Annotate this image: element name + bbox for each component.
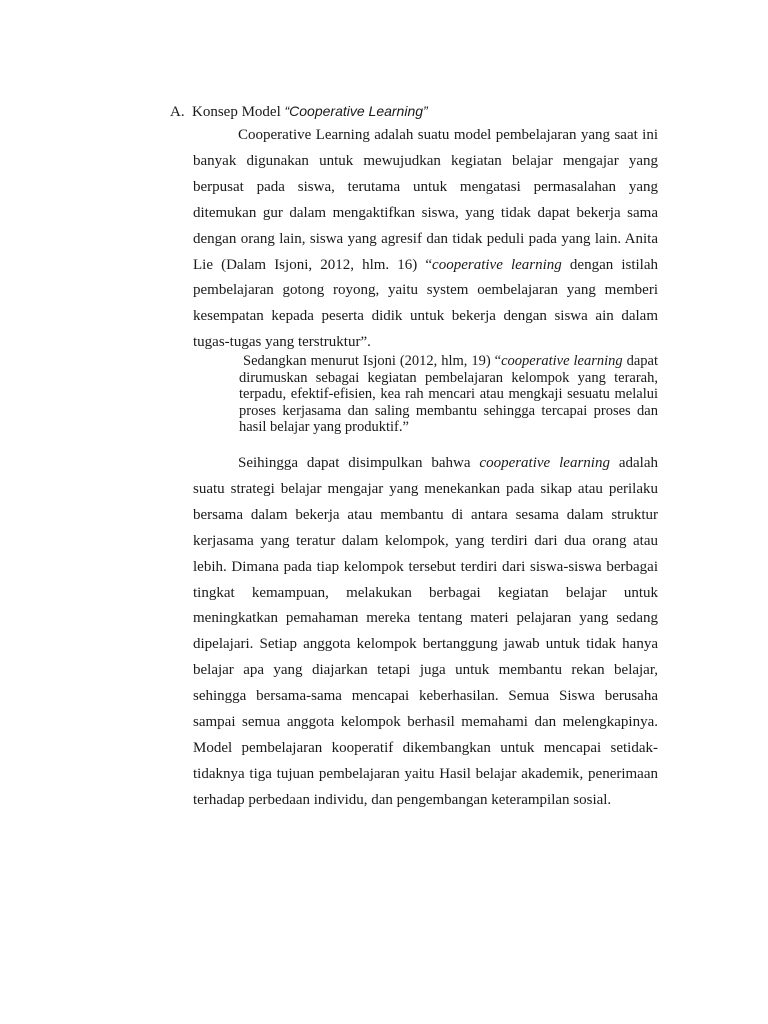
paragraph2-text-b: adalah suatu strategi belajar mengajar yang menekankan pada sikap atau perilaku bersama dalam bekerja atau membantu di antara sesama dalam struktur kerjasama yang teratur dalam kelompok, yang terdiri dari dua orang atau lebih. Dimana pada tiap kelompok tersebut terdiri dari siswa-siswa berbagai tingkat kemampuan, melakukan berbagai kegiatan belajar untuk meningkatkan pemahaman mereka tentang materi pelajaran yang sedang dipelajari. Setiap anggota kelompok bertanggung jawab untuk tidak hanya belajar apa yang diajarkan tetapi juga untuk membantu rekan belajar, sehingga bersama-sama mencapai keberhasilan. Semua Siswa berusaha sampai semua anggota kelompok berhasil memahami dan melengkapinya. Model pembelajaran kooperatif dikembangkan untuk mencapai setidak-tidaknya tiga tujuan pembelajaran yaitu Hasil belajar akademik, penerimaan terhadap perbedaan individu, dan pengembangan keterampilan sosial. <box>193 455 658 808</box>
section-title-italic: “Cooperative Learning” <box>284 103 428 119</box>
paragraph-cooperative-learning-definition <box>193 123 658 356</box>
paragraph2-italic-term: cooperative learning <box>479 455 610 471</box>
paragraph-conclusion <box>193 451 658 814</box>
paragraph2-text-a: Seihingga dapat disimpulkan bahwa <box>238 455 480 471</box>
paragraph1-italic-term: cooperative learning <box>432 256 562 273</box>
paragraph1-text-b: dengan istilah pembelajaran gotong royong, yaitu system oembelajaran yang memberi kesempatan kepada peserta didik untuk bekerja dengan siswa ain dalam tugas-tugas yang terstruktur”. <box>193 256 658 351</box>
paragraph1-text-a: Cooperative Learning adalah suatu model pembelajaran yang saat ini banyak digunakan untuk mewujudkan kegiatan belajar mengajar yang berpusat pada siswa, terutama untuk mengatasi permasalahan yang ditemukan gur dalam mengaktifkan siswa, yang tidak dapat bekerja sama dengan orang lain, siswa yang agresif dan tidak peduli pada yang lain. Anita Lie (Dalam Isjoni, 2012, hlm. 16) “ <box>193 127 658 273</box>
section-number: A. <box>170 104 185 120</box>
section-title-plain: Konsep Model <box>192 104 285 120</box>
quote-text-b: dapat dirumuskan sebagai kegiatan pembelajaran kelompok yang terarah, terpadu, efektif-efisien, kea rah mencari atau mengkaji sesuatu melalui proses kerjasama dan saling membantu sehingga tercapai proses dan hasil belajar yang produktif.” <box>239 353 658 435</box>
quote-italic-term: cooperative learning <box>501 353 623 369</box>
quote-text-a: Sedangkan menurut Isjoni (2012, hlm, 19) “ <box>243 353 502 369</box>
section-heading <box>170 101 428 122</box>
block-quote-isjoni <box>239 353 658 436</box>
